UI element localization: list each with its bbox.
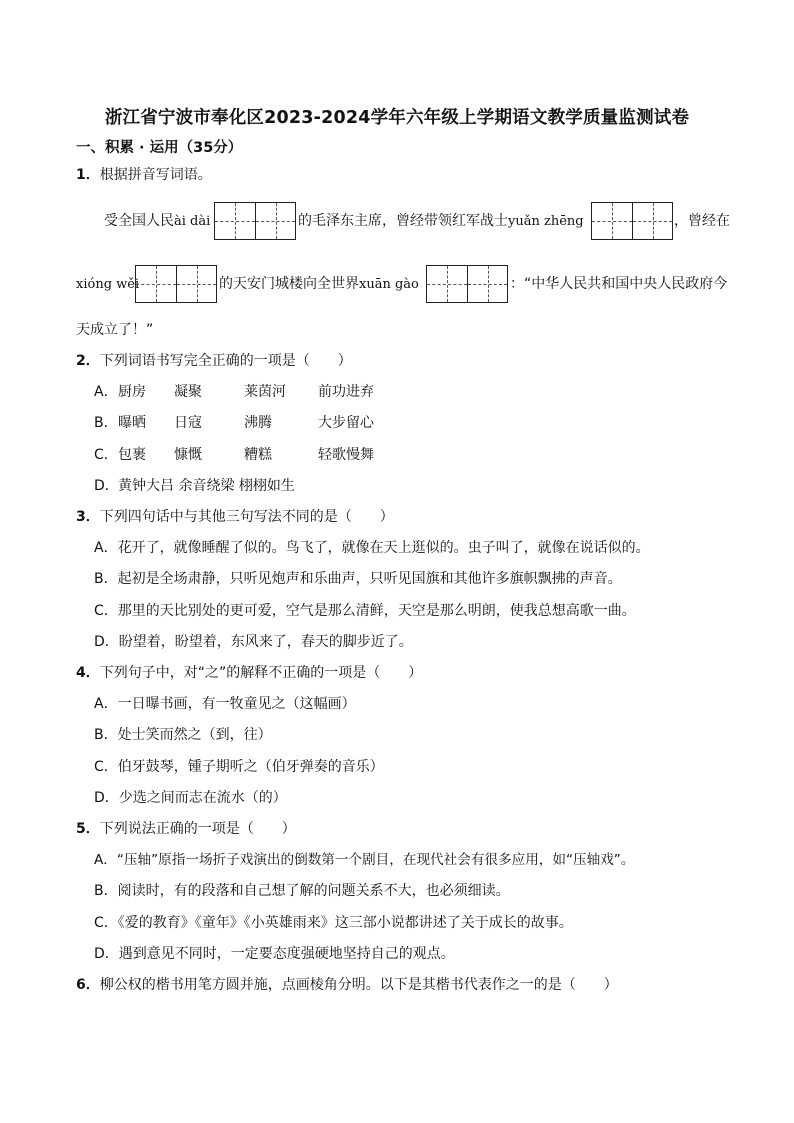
answer-box-3[interactable] xyxy=(135,265,217,303)
q2-option-a[interactable]: A．厨房 凝聚 莱茵河 前功进弃 xyxy=(94,384,374,400)
q1-text-d: 的天安门城楼向全世界xuān gào xyxy=(219,276,419,292)
q4-option-d[interactable]: D．少选之间而志在流水（的） xyxy=(94,790,287,806)
q2-option-c[interactable]: C．包裹 慷慨 糟糕 轻歌慢舞 xyxy=(94,447,374,463)
q3-option-b[interactable]: B．起初是全场肃静，只听见炮声和乐曲声，只听见国旗和其他许多旗帜飘拂的声音。 xyxy=(94,571,622,587)
q1-text-c: ，曾经在 xyxy=(674,213,730,229)
question-1 xyxy=(76,165,212,185)
q1-text-e: ：“中华人民共和国中央人民政府今 xyxy=(510,276,728,292)
q3-option-a[interactable]: A．花开了，就像睡醒了似的。鸟飞了，就像在天上逛似的。虫子叫了，就像在说话似的。 xyxy=(94,540,650,556)
question-number: 1． xyxy=(76,167,100,183)
answer-box-2[interactable] xyxy=(591,202,673,240)
q5-option-d[interactable]: D．遇到意见不同时，一定要态度强硬地坚持自己的观点。 xyxy=(94,946,455,962)
q1-text-f: 天成立了！” xyxy=(76,322,154,338)
q1-pinyin-xiongwei: xióng wěi xyxy=(76,277,140,292)
answer-box-4[interactable] xyxy=(426,265,508,303)
question-6: 6．柳公权的楷书用笔方圆并施，点画棱角分明。以下是其楷书代表作之一的是（ ） xyxy=(76,977,618,993)
exam-title: 浙江省宁波市奉化区2023-2024学年六年级上学期语文教学质量监测试卷 xyxy=(104,108,690,128)
q4-option-c[interactable]: C．伯牙鼓琴，锺子期听之（伯牙弹奏的音乐） xyxy=(94,759,384,775)
q5-option-a[interactable]: A．“压轴”原指一场折子戏演出的倒数第一个剧目，在现代社会有很多应用，如“压轴戏”。 xyxy=(94,852,635,868)
pinyin-yuanzheng: yuǎn zhēng xyxy=(508,214,584,229)
q1-text-b: 的毛泽东主席，曾经带领红军战士yuǎn zhēng xyxy=(298,213,584,229)
question-text: 下列词语书写完全正确的一项是（ ） xyxy=(99,353,352,369)
question-text: 下列句子中，对“之”的解释不正确的一项是（ ） xyxy=(99,665,423,681)
question-5: 5．下列说法正确的一项是（ ） xyxy=(76,821,296,837)
question-text: 柳公权的楷书用笔方圆并施，点画棱角分明。以下是其楷书代表作之一的是（ ） xyxy=(99,977,618,993)
q4-option-b[interactable]: B．处士笑而然之（到，往） xyxy=(94,727,272,743)
q1-text-a: 受全国人民ài dài xyxy=(104,213,211,229)
q5-option-c[interactable]: C．《爱的教育》《童年》《小英雄雨来》这三部小说都讲述了关于成长的故事。 xyxy=(94,915,573,931)
q3-option-c[interactable]: C．那里的天比别处的更可爱，空气是那么清鲜，天空是那么明朗，使我总想高歌一曲。 xyxy=(94,603,636,619)
question-text: 下列说法正确的一项是（ ） xyxy=(99,821,296,837)
q3-option-d[interactable]: D．盼望着，盼望着，东风来了，春天的脚步近了。 xyxy=(94,634,413,650)
q2-option-b[interactable]: B．曝晒 日寇 沸腾 大步留心 xyxy=(94,415,374,431)
question-4: 4．下列句子中，对“之”的解释不正确的一项是（ ） xyxy=(76,665,423,681)
q5-option-b[interactable]: B．阅读时，有的段落和自己想了解的问题关系不大，也必须细读。 xyxy=(94,883,510,899)
q4-option-a[interactable]: A．一日曝书画，有一牧童见之（这幅画） xyxy=(94,696,356,712)
question-text: 根据拼音写词语。 xyxy=(99,167,212,183)
answer-box-1[interactable] xyxy=(214,202,296,240)
pinyin-aidai: ài dài xyxy=(174,214,211,229)
section-heading: 一、积累 · 运用（35分） xyxy=(76,140,243,156)
q2-option-d[interactable]: D．黄钟大吕 余音绕梁 栩栩如生 xyxy=(94,478,295,494)
pinyin-xuangao: xuān gào xyxy=(359,277,419,292)
question-3: 3．下列四句话中与其他三句写法不同的是（ ） xyxy=(76,509,394,525)
question-text: 下列四句话中与其他三句写法不同的是（ ） xyxy=(99,509,394,525)
question-2: 2．下列词语书写完全正确的一项是（ ） xyxy=(76,353,352,369)
